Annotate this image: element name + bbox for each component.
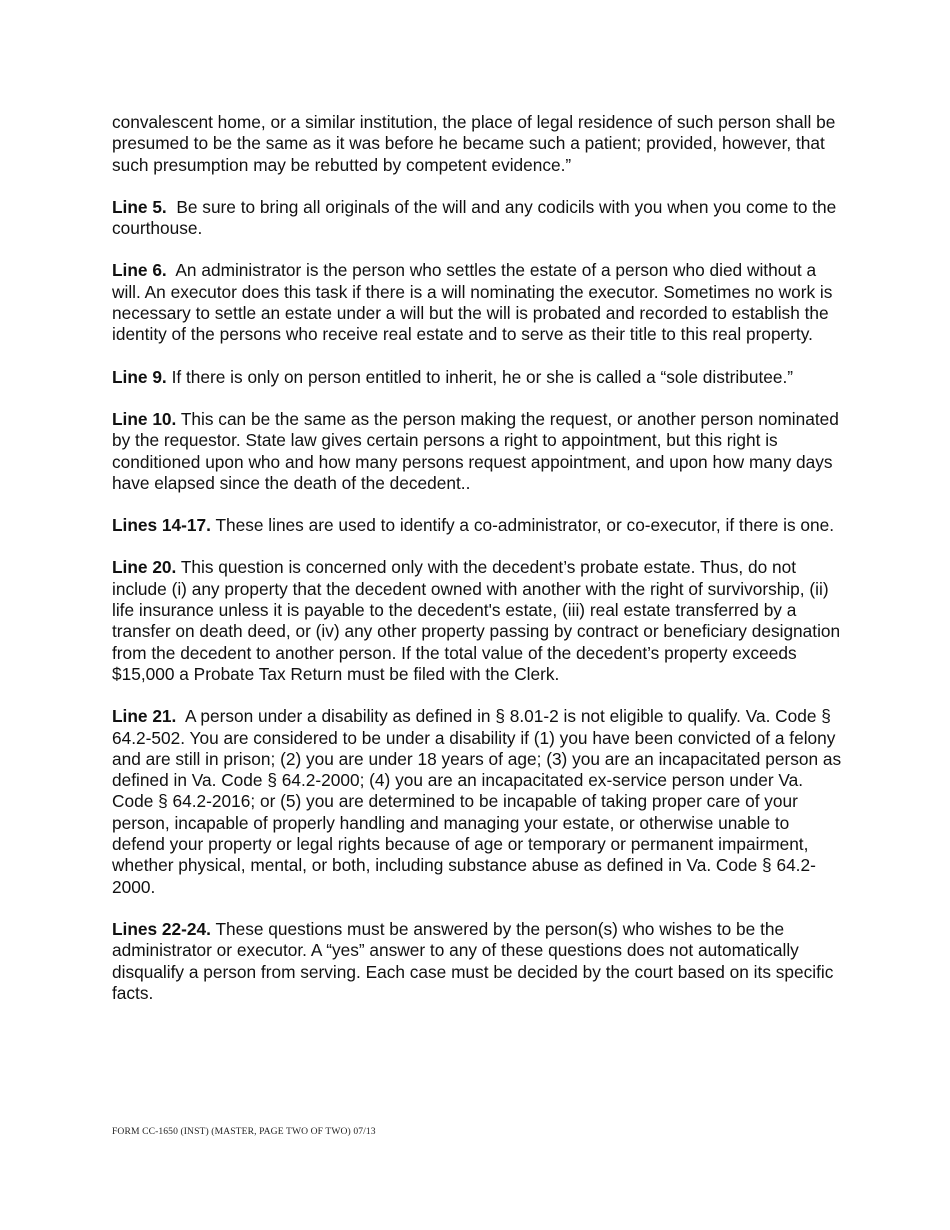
paragraph-lines-22-24: [112, 919, 842, 1004]
paragraph-text: These lines are used to identify a co-administrator, or co-executor, if there is one.: [215, 515, 835, 536]
paragraph-text: This question is concerned only with the decedent’s probate estate. Thus, do not include (i) any property that the decedent owned with another with the right of survivorship, (ii) life insurance unless it is payable to the decedent's estate, (iii) real estate transferred by a transfer on death deed, or (iv) any other property passing by contract or beneficiary designation from the decedent to another person. If the total value of the decedent’s property exceeds $15,000 a Probate Tax Return must be filed with the Clerk.: [112, 557, 841, 684]
paragraph-line-5: [112, 197, 842, 240]
paragraph-label: Line 9.: [112, 366, 167, 387]
paragraph-text: A person under a disability as defined in § 8.01-2 is not eligible to qualify. Va. Code § 64.2-502. You are considered to be under a disability if (1) you have been convicted of a felony and are still in prison; (2) you are under 18 years of age; (3) you are an incapacitated person as defined in Va. Code § 64.2-2000; (4) you are an incapacitated ex-service person under Va. Code § 64.2-2016; or (5) you are determined to be incapable of taking proper care of your person, incapable of properly handling and managing your estate, or otherwise unable to defend your property or legal rights because of age or temporary or permanent impairment, whether physical, mental, or both, including substance abuse as defined in Va. Code § 64.2-2000.: [112, 706, 842, 897]
paragraph-label: Lines 22-24.: [112, 918, 211, 939]
paragraph-line-10: [112, 409, 842, 494]
paragraph-label: Line 21.: [112, 706, 177, 727]
paragraph-line-21: [112, 706, 842, 898]
paragraph-continuation: [112, 112, 842, 176]
paragraph-text: This can be the same as the person making the request, or another person nominated by the requestor. State law gives certain persons a right to appointment, but this right is conditioned upon who and how many persons request appointment, and upon how many days have elapsed since the death of the decedent..: [112, 408, 839, 493]
paragraph-line-20: [112, 557, 842, 685]
paragraph-label: Line 20.: [112, 557, 177, 578]
paragraph-line-9: [112, 367, 842, 388]
paragraph-lines-14-17: [112, 515, 842, 536]
document-page: [112, 112, 842, 1025]
paragraph-text: These questions must be answered by the person(s) who wishes to be the administrator or executor. A “yes” answer to any of these questions does not automatically disqualify a person from serving. Each case must be decided by the court based on its specific facts.: [112, 918, 834, 1003]
paragraph-label: Line 5.: [112, 196, 167, 217]
paragraph-text: An administrator is the person who settles the estate of a person who died without a will. An executor does this task if there is a will nominating the executor. Sometimes no work is necessary to settle an estate under a will but the will is probated and recorded to establish the identity of the persons who receive real estate and to serve as their title to this real property.: [112, 260, 833, 345]
paragraph-text: convalescent home, or a similar institution, the place of legal residence of such person shall be presumed to be the same as it was before he became such a patient; provided, however, that such presumption may be rebutted by competent evidence.”: [112, 112, 836, 175]
paragraph-text: Be sure to bring all originals of the will and any codicils with you when you come to the courthouse.: [112, 196, 837, 239]
paragraph-label: Line 6.: [112, 260, 167, 281]
paragraph-text: If there is only on person entitled to inherit, he or she is called a “sole distributee.”: [171, 366, 794, 387]
paragraph-label: Line 10.: [112, 408, 177, 429]
paragraph-label: Lines 14-17.: [112, 515, 211, 536]
form-footer: FORM CC-1650 (INST) (MASTER, PAGE TWO OF TWO) 07/13: [112, 1126, 376, 1137]
paragraph-line-6: [112, 260, 842, 345]
